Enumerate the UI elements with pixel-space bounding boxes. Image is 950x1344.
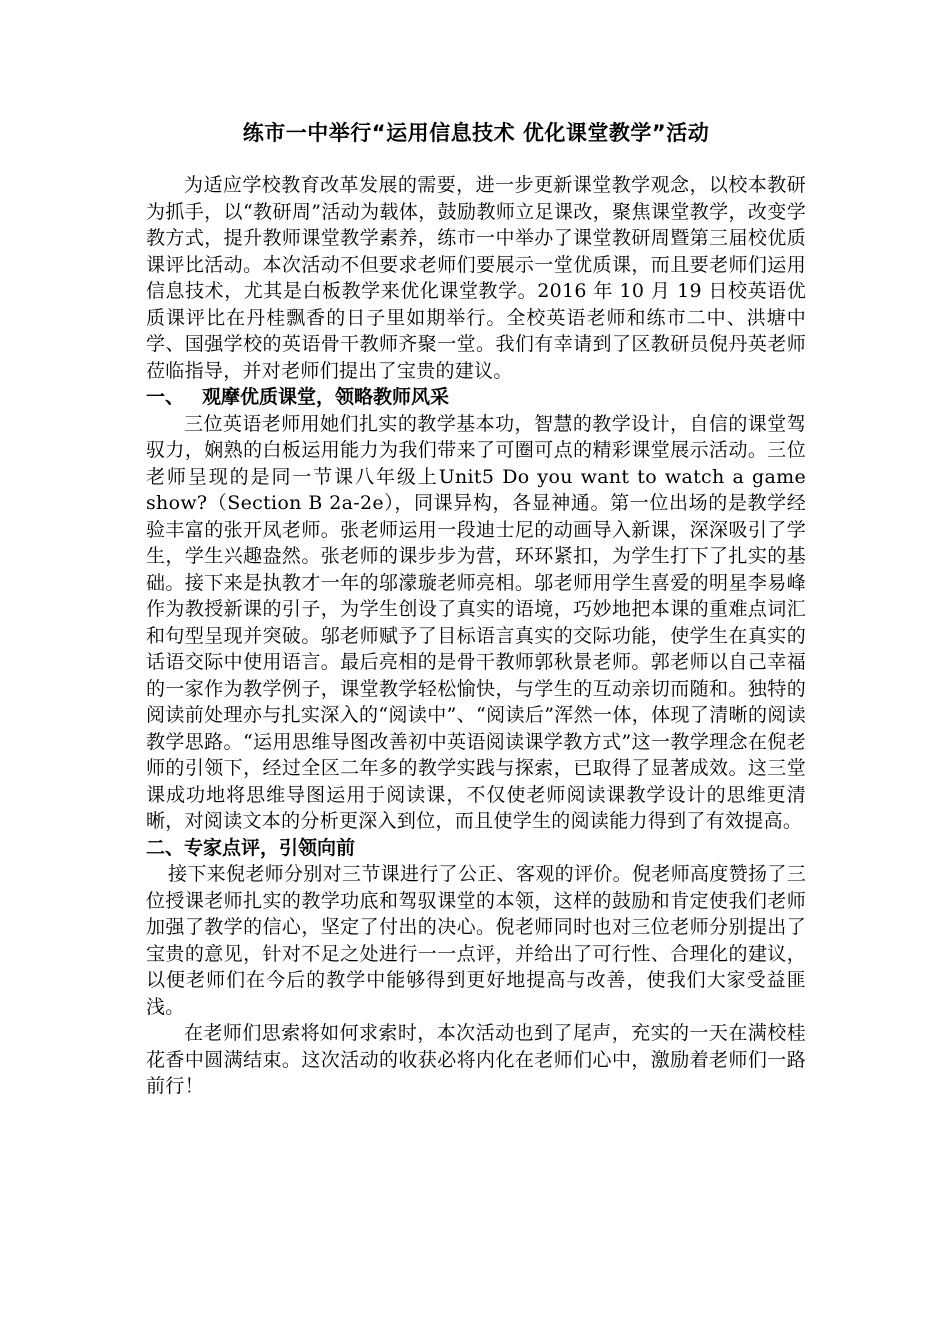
section-1-number: 一、 <box>146 386 185 408</box>
closing-paragraph: 在老师们思索将如何求索时，本次活动也到了尾声，充实的一天在满校桂花香中圆满结束。这次活动的收获必将内化在老师们心中，激励着老师们一路前行！ <box>146 1022 806 1097</box>
section-1-title: 观摩优质课堂，领略教师风采 <box>202 386 450 408</box>
intro-paragraph: 为适应学校教育改革发展的需要，进一步更新课堂教学观念，以校本教研为抓手，以“教研周”活动为载体，鼓励教师立足课改，聚焦课堂教学，改变学教方式，提升教师课堂教学素养，练市一中举办了课堂教研周暨第三届校优质课评比活动。本次活动不但要求老师们要展示一堂优质课，而且要老师们运用信息技术，尤其是白板教学来优化课堂教学。2016 年 10 月 19 日校英语优质课评比在丹桂飘香的日子里如期举行。全校英语老师和练市二中、洪塘中学、国强学校的英语骨干教师齐聚一堂。我们有幸请到了区教研员倪丹英老师莅临指导，并对老师们提出了宝贵的建议。 <box>146 174 806 382</box>
document-title: 练市一中举行“运用信息技术 优化课堂教学”活动 <box>242 121 710 145</box>
section-1-heading <box>146 384 806 411</box>
section-2-heading: 二、专家点评，引领向前 <box>146 836 356 859</box>
section-2-paragraph: 接下来倪老师分别对三节课进行了公正、客观的评价。倪老师高度赞扬了三位授课老师扎实的教学功底和驾驭课堂的本领，这样的鼓励和肯定使我们老师加强了教学的信心，坚定了付出的决心。倪老师同时也对三位老师分别提出了宝贵的意见，针对不足之处进行一一点评，并给出了可行性、合理化的建议，以便老师们在今后的教学中能够得到更好地提高与改善，使我们大家受益匪浅。 <box>146 863 806 1018</box>
section-1-paragraph: 三位英语老师用她们扎实的教学基本功，智慧的教学设计，自信的课堂驾驭力，娴熟的白板运用能力为我们带来了可圈可点的精彩课堂展示活动。三位老师呈现的是同一节课八年级上Unit5 Do you want to watch a game show?（Section B 2a-2e），同课异构，各显神通。第一位出场的是教学经验丰富的张开凤老师。张老师运用一段迪士尼的动画导入新课，深深吸引了学生，学生兴趣盎然。张老师的课步步为营，环环紧扣，为学生打下了扎实的基础。接下来是执教才一年的邬濛璇老师亮相。邬老师用学生喜爱的明星李易峰作为教授新课的引子，为学生创设了真实的语境，巧妙地把本课的重难点词汇和句型呈现并突破。邬老师赋予了目标语言真实的交际功能，使学生在真实的话语交际中使用语言。最后亮相的是骨干教师郭秋景老师。郭老师以自己幸福的一家作为教学例子，课堂教学轻松愉快，与学生的互动亲切而随和。独特的阅读前处理亦与扎实深入的“阅读中”、“阅读后”浑然一体，体现了清晰的阅读教学思路。“运用思维导图改善初中英语阅读课学教方式”这一教学理念在倪老师的引领下，经过全区二年多的教学实践与探索，已取得了显著成效。这三堂课成功地将思维导图运用于阅读课，不仅使老师阅读课教学设计的思维更清晰，对阅读文本的分析更深入到位，而且使学生的阅读能力得到了有效提高。 <box>146 412 806 832</box>
document-page <box>146 118 806 1100</box>
